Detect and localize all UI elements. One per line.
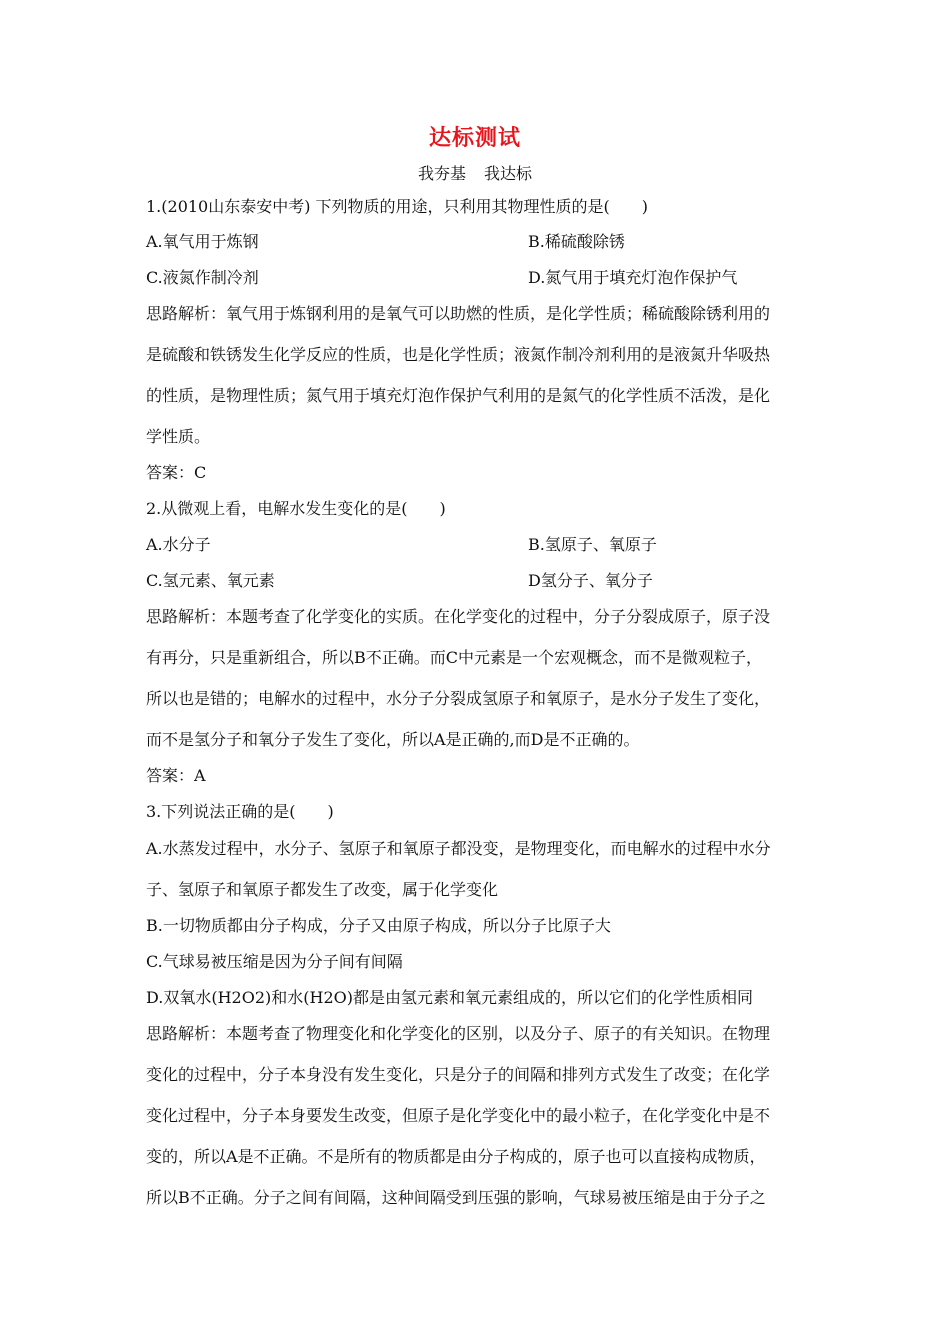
question-3-option-d: D.双氧水(H2O2)和水(H2O)都是由氢元素和氧元素组成的，所以它们的化学性质相同 bbox=[146, 988, 753, 1007]
question-3-analysis-line: 变化过程中，分子本身要发生改变，但原子是化学变化中的最小粒子，在化学变化中是不 bbox=[146, 1106, 771, 1125]
question-3-option-a: A.水蒸发过程中，水分子、氢原子和氧原子都没变，是物理变化，而电解水的过程中水分 bbox=[146, 839, 771, 858]
question-3-option-c: C.气球易被压缩是因为分子间有间隔 bbox=[146, 952, 403, 971]
question-2-option-a: A.水分子 bbox=[146, 535, 211, 554]
page-title: 达标测试 bbox=[428, 125, 521, 151]
question-1-option-c: C.液氮作制冷剂 bbox=[146, 268, 259, 287]
question-3-option-b: B.一切物质都由分子构成，分子又由原子构成，所以分子比原子大 bbox=[146, 916, 611, 935]
question-1-answer: 答案：C bbox=[146, 463, 207, 482]
question-3-stem: 3.下列说法正确的是( ) bbox=[146, 802, 334, 821]
subtitle-part-1: 我夯基 bbox=[417, 164, 466, 183]
question-2-analysis-line: 有再分，只是重新组合，所以B不正确。而C中元素是一个宏观概念，而不是微观粒子， bbox=[146, 648, 763, 667]
question-3-analysis-line: 变化的过程中，分子本身没有发生变化，只是分子的间隔和排列方式发生了改变；在化学 bbox=[146, 1065, 771, 1084]
question-3-analysis-line: 所以B不正确。分子之间有间隔，这种间隔受到压强的影响，气球易被压缩是由于分子之 bbox=[146, 1188, 766, 1207]
question-1-analysis-line: 思路解析：氧气用于炼钢利用的是氧气可以助燃的性质，是化学性质；稀硫酸除锈利用的 bbox=[146, 304, 771, 323]
question-1-option-b: B.稀硫酸除锈 bbox=[528, 232, 625, 251]
question-1-option-d: D.氮气用于填充灯泡作保护气 bbox=[528, 268, 738, 287]
question-1-analysis-line: 的性质，是物理性质；氮气用于填充灯泡作保护气利用的是氮气的化学性质不活泼，是化 bbox=[146, 386, 771, 405]
question-1-analysis-line: 学性质。 bbox=[146, 427, 211, 446]
question-2-analysis-line: 而不是氢分子和氧分子发生了变化，所以A是正确的,而D是不正确的。 bbox=[146, 730, 640, 749]
question-2-option-c: C.氢元素、氧元素 bbox=[146, 571, 275, 590]
question-2-analysis-line: 思路解析：本题考查了化学变化的实质。在化学变化的过程中，分子分裂成原子，原子没 bbox=[146, 607, 771, 626]
question-1-analysis-line: 是硫酸和铁锈发生化学反应的性质，也是化学性质；液氮作制冷剂利用的是液氮升华吸热 bbox=[146, 345, 771, 364]
question-3-analysis-line: 思路解析：本题考查了物理变化和化学变化的区别，以及分子、原子的有关知识。在物理 bbox=[146, 1024, 771, 1043]
question-2-stem: 2.从微观上看，电解水发生变化的是( ) bbox=[146, 499, 446, 518]
question-1-option-a: A.氧气用于炼钢 bbox=[146, 232, 259, 251]
question-2-option-d: D氢分子、氧分子 bbox=[528, 571, 653, 590]
subtitle-part-2: 我达标 bbox=[484, 164, 533, 183]
question-3-option-a-cont: 子、氢原子和氧原子都发生了改变，属于化学变化 bbox=[146, 880, 499, 899]
question-2-analysis-line: 所以也是错的；电解水的过程中，水分子分裂成氢原子和氧原子，是水分子发生了变化， bbox=[146, 689, 771, 708]
question-1-stem: 1.(2010山东泰安中考) 下列物质的用途，只利用其物理性质的是( ) bbox=[146, 197, 649, 216]
page-subtitle bbox=[0, 161, 950, 184]
question-3-analysis-line: 变的，所以A是不正确。不是所有的物质都是由分子构成的，原子也可以直接构成物质， bbox=[146, 1147, 766, 1166]
question-2-option-b: B.氢原子、氧原子 bbox=[528, 535, 657, 554]
question-2-answer: 答案：A bbox=[146, 766, 206, 785]
